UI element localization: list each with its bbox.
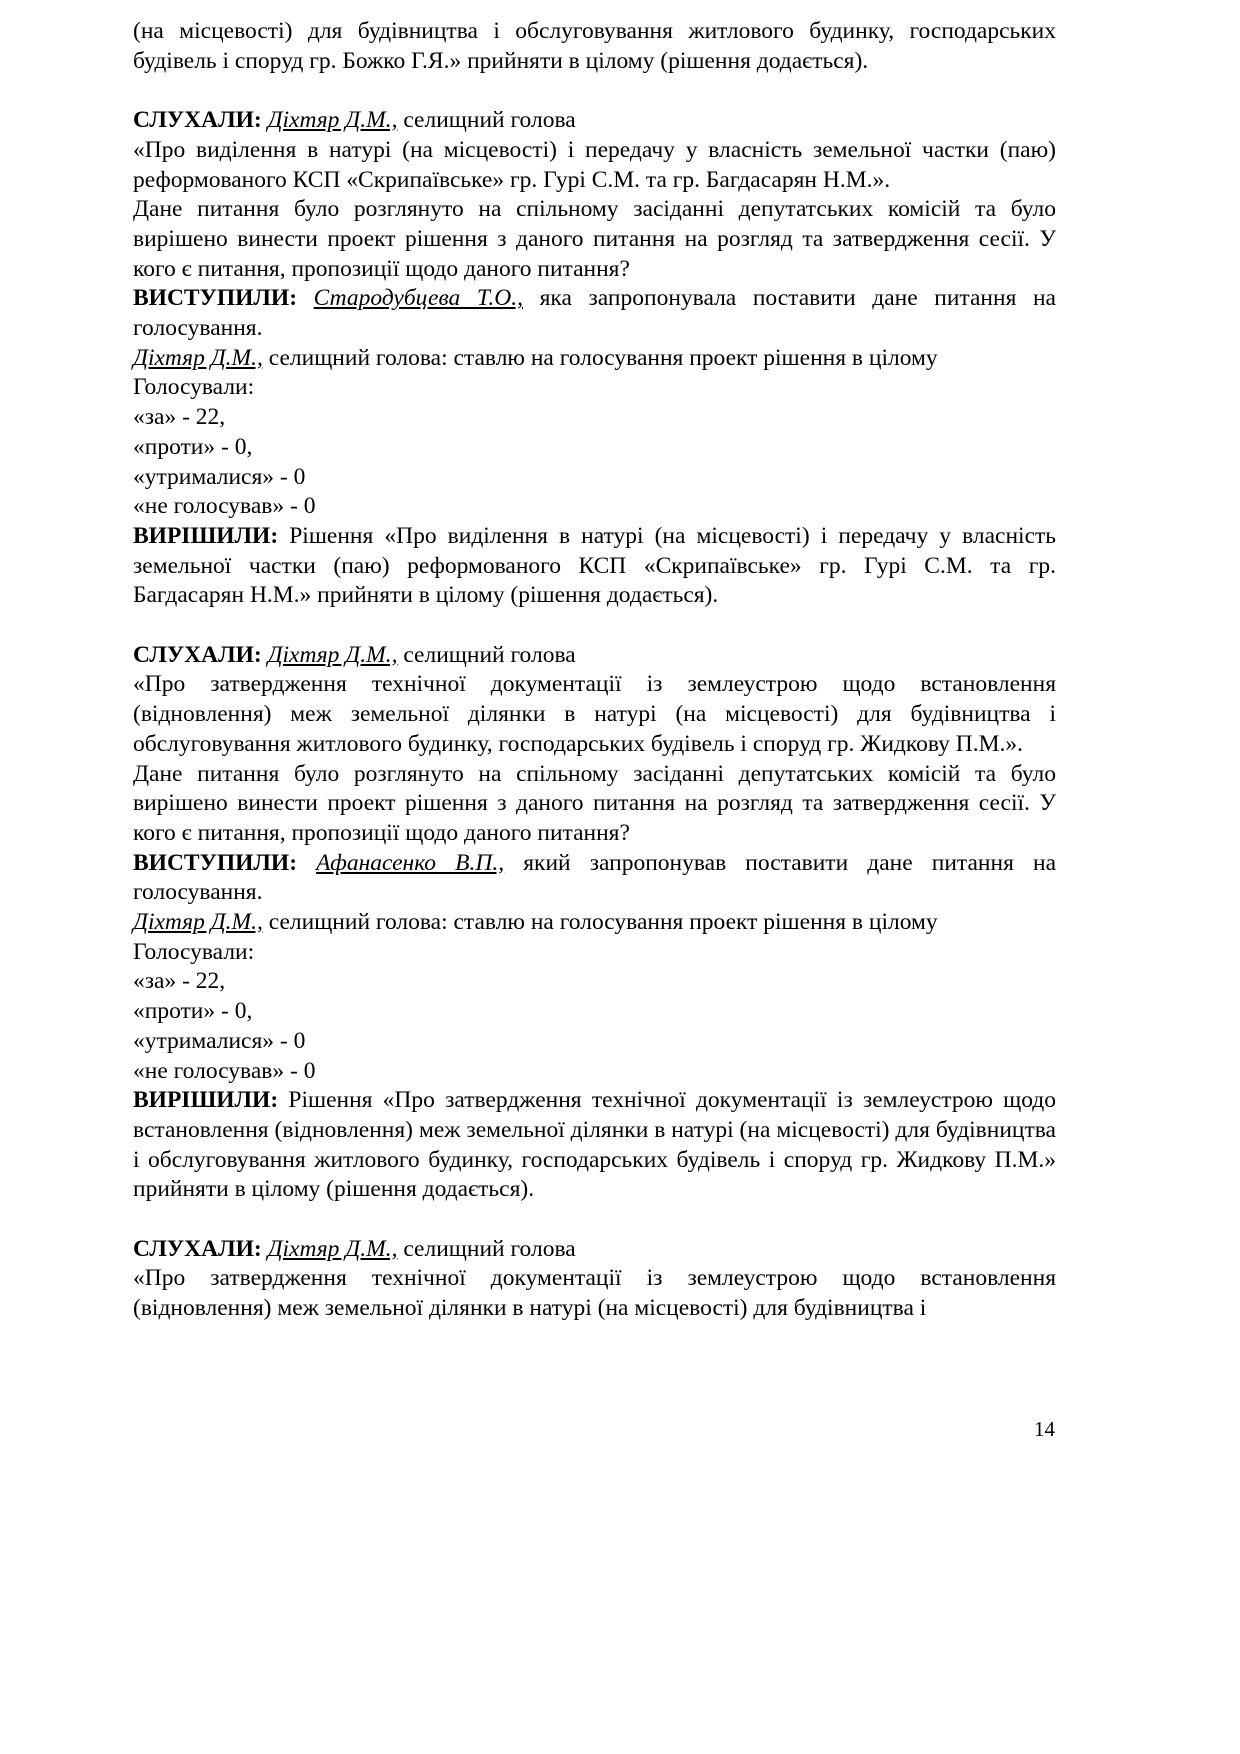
- spoke-line: [133, 284, 1056, 343]
- spoke-text: яка запропонувала поставити дане питання на голосування.: [133, 285, 1056, 342]
- agenda-item-title: «Про виділення в натурі (на місцевості) і передачу у власність земельної частки (паю) реформованого КСП «Скрипаївське» гр. Гурі С.М. та гр. Багдасарян Н.М.».: [133, 136, 1056, 193]
- speaker-name: Діхтяр Д.М.,: [133, 344, 263, 371]
- speaker-name: Діхтяр Д.М.,: [267, 1235, 398, 1262]
- chair-text: селищний голова: ставлю на голосування проект рішення в цілому: [262, 344, 938, 371]
- decided-label: ВИРІШИЛИ:: [133, 522, 279, 549]
- speaker-role: селищний голова: [397, 107, 576, 134]
- spoke-text: який запропонував поставити дане питання на голосування.: [133, 849, 1056, 906]
- chair-text: селищний голова: ставлю на голосування проект рішення в цілому: [262, 909, 938, 936]
- voted-label: Голосували:: [133, 374, 255, 401]
- decided-label: ВИРІШИЛИ:: [133, 1087, 279, 1114]
- blank-line: [133, 611, 1056, 641]
- discussion-text: Дане питання було розглянуто на спільному засіданні депутатських комісій та було вирішено винести проект рішення з даного питання на розгляд та затвердження сесії. У кого є питання, пропозиції щодо даного питання?: [133, 760, 1056, 846]
- agenda-item-title: «Про затвердження технічної документації із землеустрою щодо встановлення (відновлення) меж земельної ділянки в натурі (на місцевості) для будівництва і обслуговування житлового будинку, господарських будівель і споруд гр. Жидкову П.М.».: [133, 671, 1056, 757]
- spoke-label: ВИСТУПИЛИ:: [133, 285, 298, 312]
- blank-line: [133, 76, 1056, 106]
- speaker-role: селищний голова: [397, 1235, 576, 1262]
- heard-label: СЛУХАЛИ:: [133, 107, 262, 134]
- heard-label: СЛУХАЛИ:: [133, 641, 262, 668]
- speaker-name: Стародубцева Т.О.,: [313, 285, 524, 312]
- spoke-label: ВИСТУПИЛИ:: [133, 849, 298, 876]
- speaker-name: Діхтяр Д.М.,: [133, 909, 263, 936]
- vote-not-voted: «не голосував» - 0: [133, 1057, 316, 1084]
- heard-line: [133, 106, 1056, 136]
- vote-not-voted: «не голосував» - 0: [133, 493, 316, 520]
- decided-line: [133, 522, 1056, 611]
- speaker-name: Діхтяр Д.М.,: [267, 107, 398, 134]
- heard-line: [133, 1235, 1056, 1265]
- speaker-name: Діхтяр Д.М.,: [267, 641, 398, 668]
- vote-abstained: «утрималися» - 0: [133, 463, 306, 490]
- vote-for: «за» - 22,: [133, 968, 226, 995]
- decided-line: [133, 1086, 1056, 1205]
- carryover-paragraph: (на місцевості) для будівництва і обслуговування житлового будинку, господарських будівель і споруд гр. Божко Г.Я.» прийняти в цілому (рішення додається).: [133, 18, 1056, 74]
- spoke-line: [133, 849, 1056, 908]
- vote-for: «за» - 22,: [133, 404, 226, 431]
- chair-line: [133, 344, 1056, 374]
- decided-text: Рішення «Про виділення в натурі (на місцевості) і передачу у власність земельної частки (паю) реформованого КСП «Скрипаївське» гр. Гурі С.М. та гр. Багдасарян Н.М.» прийняти в цілому (рішення додається).: [133, 522, 1056, 609]
- vote-against: «проти» - 0,: [133, 998, 253, 1025]
- heard-label: СЛУХАЛИ:: [133, 1235, 262, 1262]
- vote-abstained: «утрималися» - 0: [133, 1027, 306, 1054]
- discussion-text: Дане питання було розглянуто на спільному засіданні депутатських комісій та було вирішено винести проект рішення з даного питання на розгляд та затвердження сесії. У кого є питання, пропозиції щодо даного питання?: [133, 196, 1056, 282]
- blank-line: [133, 1205, 1056, 1235]
- decided-text: Рішення «Про затвердження технічної документації із землеустрою щодо встановлення (відновлення) меж земельної ділянки в натурі (на місцевості) для будівництва і обслуговування житлового будинку, господарських будівель і споруд гр. Жидкову П.М.» прийняти в цілому (рішення додається).: [133, 1087, 1056, 1203]
- voted-label: Голосували:: [133, 938, 255, 965]
- agenda-item-title: «Про затвердження технічної документації із землеустрою щодо встановлення (відновлення) меж земельної ділянки в натурі (на місцевості) для будівництва і: [133, 1265, 1056, 1322]
- speaker-name: Афанасенко В.П.,: [316, 849, 505, 876]
- chair-line: [133, 908, 1056, 938]
- document-page: [133, 17, 1056, 1324]
- heard-line: [133, 641, 1056, 671]
- speaker-role: селищний голова: [397, 641, 576, 668]
- page-number: 14: [1034, 1417, 1055, 1441]
- vote-against: «проти» - 0,: [133, 433, 253, 460]
